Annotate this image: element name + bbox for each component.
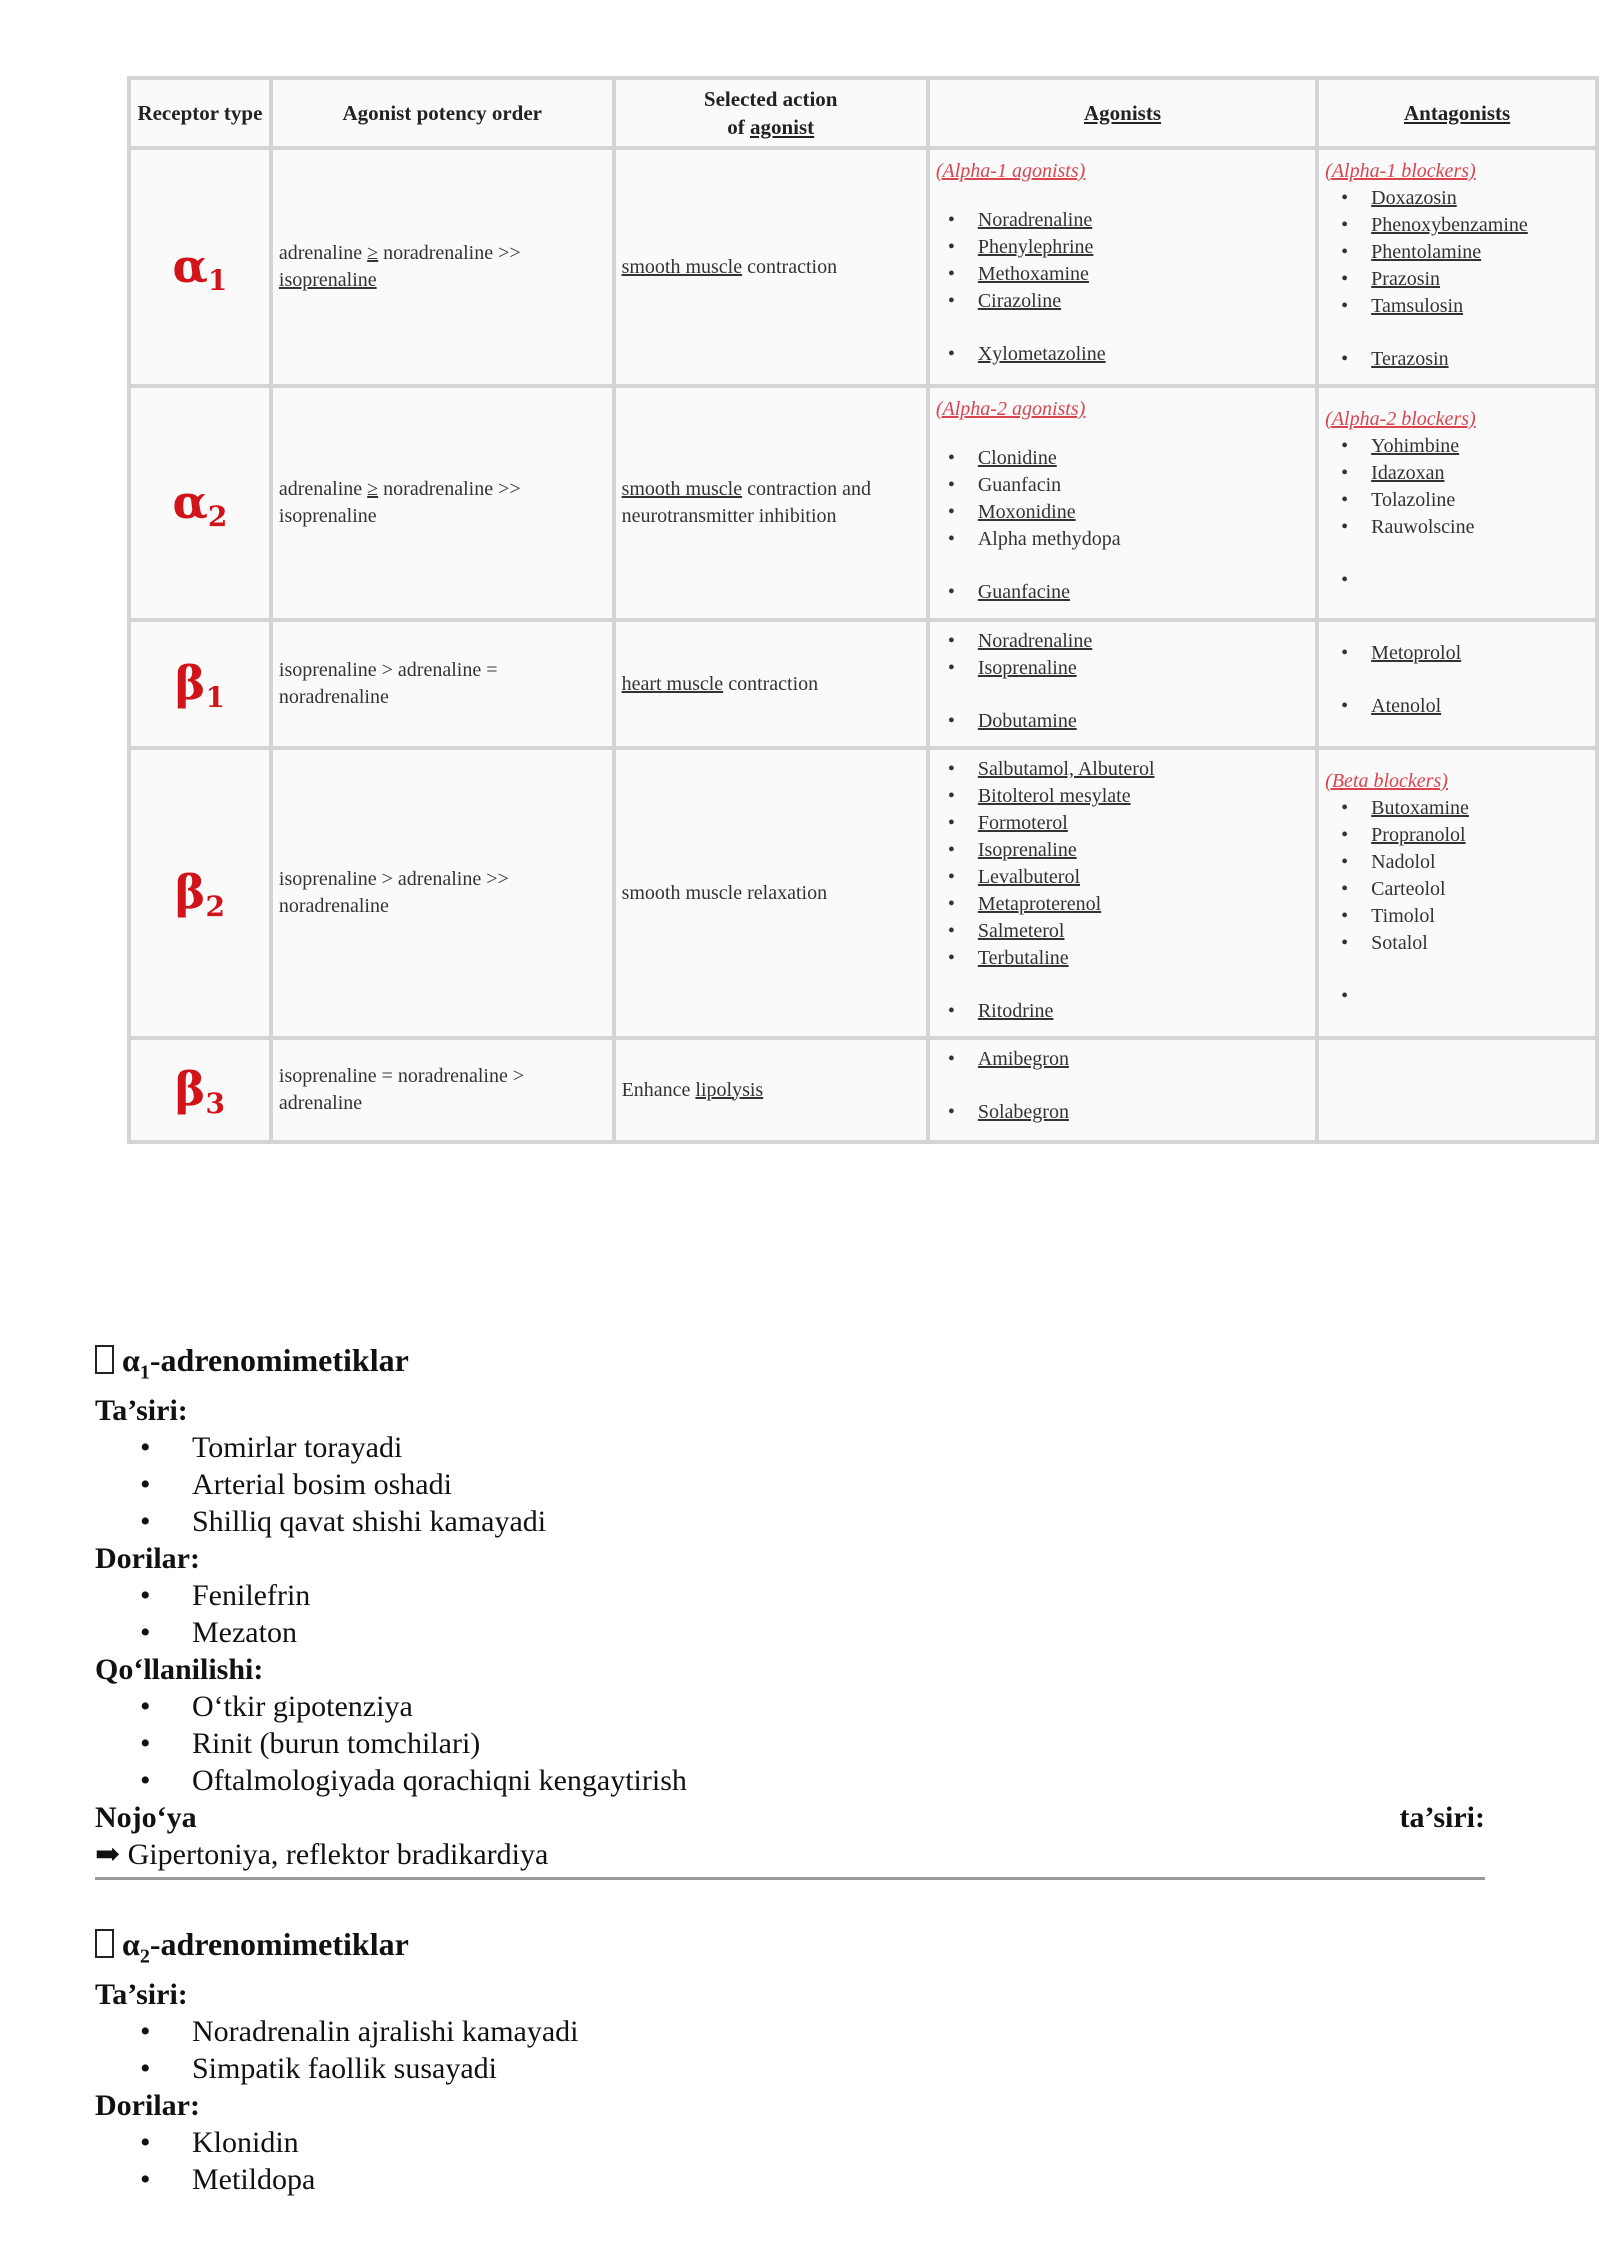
- alpha1-section: [95, 1340, 1485, 1880]
- table-row-beta1: [131, 622, 1595, 746]
- receptor-subscript: 2: [207, 499, 228, 533]
- action-link[interactable]: heart muscle: [621, 672, 724, 695]
- receptor-letter: β: [174, 1061, 206, 1116]
- use-label: Qo‘llanilishi:: [95, 1653, 264, 1687]
- header-antagonists-text: Antagonists: [1403, 100, 1511, 125]
- agonists-cell: [930, 150, 1315, 384]
- antagonist-link[interactable]: • Doxazosin: [1371, 185, 1589, 212]
- action-text: contraction: [723, 672, 819, 695]
- title-alpha: α: [122, 1342, 140, 1378]
- list-item: • Noradrenalin ajralishi kamayadi: [95, 2013, 1485, 2050]
- list-item: • Tomirlar torayadi: [95, 1429, 1485, 1466]
- table-row-beta2: [131, 750, 1595, 1036]
- agonist-link[interactable]: • Levalbuterol: [978, 864, 1309, 891]
- potency-text: noradrenaline >>: [378, 478, 521, 500]
- agonist-link[interactable]: • Salmeterol: [978, 918, 1309, 945]
- list-item: • Shilliq qavat shishi kamayadi: [95, 1503, 1485, 1540]
- action-text: contraction: [742, 255, 838, 278]
- selected-action: [616, 622, 926, 746]
- agonist-link[interactable]: • Isoprenaline: [978, 655, 1309, 682]
- list-item: • Metildopa: [95, 2161, 1485, 2198]
- antagonist-link[interactable]: • Propranolol: [1371, 822, 1589, 849]
- effect-list: [95, 1429, 1485, 1540]
- agonist-item: • Guanfacin: [978, 472, 1309, 499]
- receptor-symbol: [131, 388, 269, 618]
- potency-order: isoprenaline > adrenaline = noradrenaline: [273, 622, 612, 746]
- agonist-list: [936, 445, 1309, 606]
- list-item: • O‘tkir gipotenziya: [95, 1688, 1485, 1725]
- side-effect-text: [95, 1836, 1485, 1880]
- drugs-label: Dorilar:: [95, 1542, 200, 1576]
- side-label-left: Nojo‘ya: [95, 1801, 197, 1835]
- drug-list: [95, 1577, 1485, 1651]
- receptor-symbol: [131, 1040, 269, 1140]
- agonist-link[interactable]: • Clonidine: [978, 445, 1309, 472]
- list-item: • Arterial bosim oshadi: [95, 1466, 1485, 1503]
- antagonist-category-link[interactable]: (Alpha-1 blockers): [1325, 160, 1476, 182]
- agonist-link[interactable]: • Xylometazoline: [978, 341, 1309, 368]
- list-item: • Fenilefrin: [95, 1577, 1485, 1614]
- agonist-link[interactable]: • Guanfacine: [978, 579, 1309, 606]
- antagonists-cell: [1319, 150, 1595, 384]
- table-row-beta3: [131, 1040, 1595, 1140]
- potency-ge: ≥: [367, 242, 379, 264]
- agonist-category-link[interactable]: (Alpha-1 agonists): [935, 160, 1086, 182]
- list-item: • Rinit (burun tomchilari): [95, 1725, 1485, 1762]
- agonist-list: [936, 207, 1309, 368]
- receptor-subscript: 2: [205, 889, 225, 923]
- missing-glyph-icon: [95, 1345, 114, 1374]
- agonist-link[interactable]: • Formoterol: [978, 810, 1309, 837]
- list-item: • Simpatik faollik susayadi: [95, 2050, 1485, 2087]
- agonist-link[interactable]: • Isoprenaline: [978, 837, 1309, 864]
- header-selected-action-agonist: agonist: [749, 115, 815, 139]
- agonist-list: [936, 756, 1309, 1025]
- selected-action: [616, 150, 926, 384]
- antagonist-empty-bullet: [1371, 567, 1589, 594]
- agonist-link[interactable]: • Moxonidine: [978, 499, 1309, 526]
- antagonist-item: • Nadolol: [1371, 849, 1589, 876]
- potency-text: adrenaline: [278, 242, 368, 264]
- antagonist-link[interactable]: • Phentolamine: [1371, 239, 1589, 266]
- antagonist-link[interactable]: • Phenoxybenzamine: [1371, 212, 1589, 239]
- agonists-cell: [930, 1040, 1315, 1140]
- header-antagonists: [1319, 80, 1595, 146]
- header-potency-order: Agonist potency order: [273, 80, 612, 146]
- agonist-link[interactable]: • Methoxamine: [978, 261, 1309, 288]
- agonist-link[interactable]: • Ritodrine: [978, 998, 1309, 1025]
- antagonist-link[interactable]: • Metoprolol: [1371, 640, 1589, 667]
- agonist-link[interactable]: • Cirazoline: [978, 288, 1309, 315]
- header-selected-action: [616, 80, 926, 146]
- receptor-subscript: 1: [205, 680, 225, 714]
- selected-action: [616, 388, 926, 618]
- agonist-link[interactable]: • Amibegron: [978, 1046, 1309, 1073]
- drugs-label: Dorilar:: [95, 2089, 200, 2123]
- use-list: [95, 1688, 1485, 1799]
- effect-label: Ta’siri:: [95, 1978, 188, 2012]
- arrow-right-icon: ➡: [95, 1838, 121, 1872]
- antagonist-link[interactable]: • Butoxamine: [1371, 795, 1589, 822]
- antagonist-link[interactable]: • Yohimbine: [1371, 433, 1589, 460]
- agonist-link[interactable]: • Solabegron: [978, 1099, 1309, 1126]
- effect-label: Ta’siri:: [95, 1394, 188, 1428]
- potency-order: [273, 388, 612, 618]
- table-row-alpha2: [131, 388, 1595, 618]
- receptor-subscript: 1: [207, 263, 228, 297]
- agonists-cell: [930, 388, 1315, 618]
- receptor-symbol: [131, 150, 269, 384]
- selected-action: smooth muscle relaxation: [616, 750, 926, 1036]
- receptor-letter: β: [174, 655, 206, 710]
- section-title: [95, 1924, 1485, 1976]
- agonist-link[interactable]: • Noradrenaline: [978, 628, 1309, 655]
- receptor-table: [127, 76, 1599, 1144]
- antagonists-cell: [1319, 622, 1595, 746]
- action-text: Enhance: [621, 1078, 696, 1101]
- list-item: • Oftalmologiyada qorachiqni kengaytirish: [95, 1762, 1485, 1799]
- agonist-link[interactable]: • Bitolterol mesylate: [978, 783, 1309, 810]
- antagonists-cell: [1319, 388, 1595, 618]
- antagonist-item: • Tolazoline: [1371, 487, 1589, 514]
- agonist-link[interactable]: • Phenylephrine: [978, 234, 1309, 261]
- selected-action: [616, 1040, 926, 1140]
- agonists-cell: [930, 622, 1315, 746]
- antagonist-link[interactable]: • Tamsulosin: [1371, 293, 1589, 320]
- title-subscript: 1: [139, 1361, 150, 1384]
- potency-text: adrenaline: [278, 478, 368, 500]
- agonist-link[interactable]: • Dobutamine: [978, 708, 1309, 735]
- antagonist-item: • Rauwolscine: [1371, 514, 1589, 541]
- receptor-letter: β: [174, 864, 206, 919]
- antagonists-cell-empty: [1319, 1040, 1595, 1140]
- agonist-link[interactable]: • Salbutamol, Albuterol: [978, 756, 1309, 783]
- antagonist-item: • Timolol: [1371, 903, 1589, 930]
- antagonist-link[interactable]: • Atenolol: [1371, 693, 1589, 720]
- antagonist-category-link[interactable]: (Beta blockers): [1325, 770, 1448, 792]
- table-header-row: [131, 80, 1595, 146]
- title-text: -adrenomimetiklar: [149, 1926, 409, 1962]
- agonist-link[interactable]: • Noradrenaline: [978, 207, 1309, 234]
- potency-ge: ≥: [367, 478, 379, 500]
- antagonist-list: [1325, 640, 1589, 720]
- antagonist-link[interactable]: • Idazoxan: [1371, 460, 1589, 487]
- antagonist-empty-bullet: [1371, 983, 1589, 1010]
- potency-order: [273, 150, 612, 384]
- effect-list: [95, 2013, 1485, 2087]
- agonist-category-link[interactable]: (Alpha-2 agonists): [935, 398, 1086, 420]
- table-row-alpha1: [131, 150, 1595, 384]
- list-item: • Mezaton: [95, 1614, 1485, 1651]
- potency-text: isoprenaline: [278, 505, 377, 527]
- antagonist-link[interactable]: • Terazosin: [1371, 346, 1589, 373]
- potency-order: isoprenaline = noradrenaline > adrenaline: [273, 1040, 612, 1140]
- antagonist-item: • Sotalol: [1371, 930, 1589, 957]
- antagonist-list: [1325, 185, 1589, 373]
- section-title: [95, 1340, 1485, 1392]
- action-link[interactable]: smooth muscle: [621, 255, 743, 278]
- potency-order: isoprenaline > adrenaline >> noradrenaline: [273, 750, 612, 1036]
- antagonists-cell: [1319, 750, 1595, 1036]
- title-alpha: α: [122, 1926, 140, 1962]
- missing-glyph-icon: [95, 1929, 114, 1958]
- agonist-link[interactable]: • Metaproterenol: [978, 891, 1309, 918]
- side-label-right: ta’siri:: [1399, 1801, 1485, 1835]
- antagonist-item: • Carteolol: [1371, 876, 1589, 903]
- drug-list: [95, 2124, 1485, 2198]
- action-link[interactable]: lipolysis: [695, 1078, 764, 1101]
- title-text: -adrenomimetiklar: [149, 1342, 409, 1378]
- agonists-cell: [930, 750, 1315, 1036]
- agonist-list: [936, 1046, 1309, 1126]
- agonist-item: • Alpha methydopa: [978, 526, 1309, 553]
- potency-link[interactable]: isoprenaline: [278, 269, 377, 291]
- side-effect-label: [95, 1799, 1485, 1836]
- header-agonists: [930, 80, 1315, 146]
- header-selected-action-line1: Selected action: [703, 86, 838, 111]
- receptor-letter: α: [172, 474, 208, 529]
- title-subscript: 2: [139, 1945, 150, 1968]
- agonist-link[interactable]: • Terbutaline: [978, 945, 1309, 972]
- receptor-subscript: 3: [205, 1086, 225, 1120]
- header-selected-action-of: of: [727, 115, 745, 139]
- receptor-letter: α: [172, 238, 208, 293]
- header-agonists-text: Agonists: [1083, 100, 1162, 125]
- action-link[interactable]: smooth muscle: [621, 478, 743, 500]
- header-receptor-type: Receptor type: [131, 80, 269, 146]
- potency-text: noradrenaline >>: [378, 242, 521, 264]
- side-effect-value: Gipertoniya, reflektor bradikardiya: [120, 1838, 549, 1872]
- list-item: • Klonidin: [95, 2124, 1485, 2161]
- receptor-symbol: [131, 750, 269, 1036]
- receptor-symbol: [131, 622, 269, 746]
- action-text: contraction and neurotransmitter inhibition: [621, 478, 871, 527]
- alpha2-section: [95, 1924, 1485, 2198]
- antagonist-category-link[interactable]: (Alpha-2 blockers): [1325, 408, 1476, 430]
- antagonist-list: [1325, 433, 1589, 594]
- agonist-list: [936, 628, 1309, 735]
- antagonist-link[interactable]: • Prazosin: [1371, 266, 1589, 293]
- antagonist-list: [1325, 795, 1589, 1010]
